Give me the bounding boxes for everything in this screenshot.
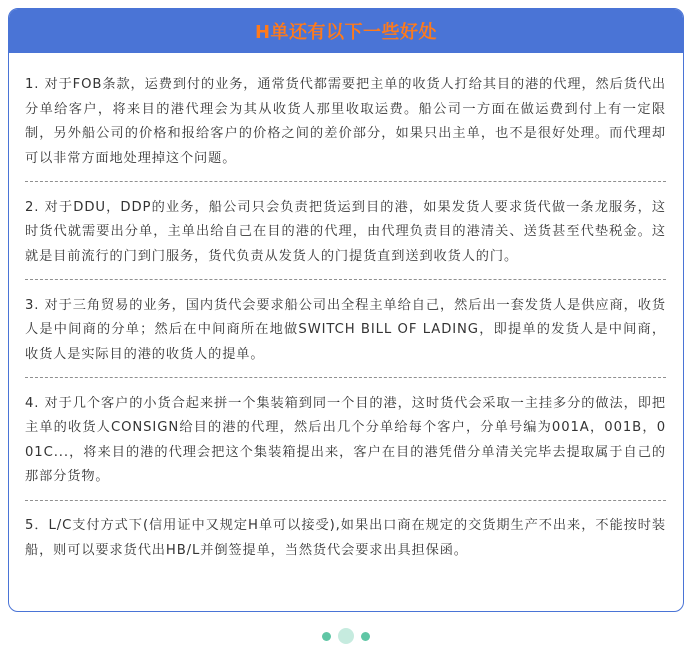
page-title: H单还有以下一些好处 xyxy=(254,22,438,43)
decorative-dot-icon xyxy=(338,628,354,644)
card-body xyxy=(9,53,683,573)
pagination-dots xyxy=(0,626,692,646)
benefit-paragraph-3: 3. 对于三角贸易的业务，国内货代会要求船公司出全程主单给自己，然后出一套发货人是供应商，收货人是中间商的分单；然后在中间商所在地做SWITCH BILL OF LADING，即提单的发货人是中间商，收货人是实际目的港的收货人的提单。 xyxy=(25,294,666,379)
benefit-paragraph-2: 2. 对于DDU，DDP的业务，船公司只会负责把货运到目的港，如果发货人要求货代做一条龙服务，这时货代就需要出分单，主单出给自己在目的港的代理，由代理负责目的港清关、送货甚至代垫税金。这就是目前流行的门到门服务，货代负责从发货人的门提货直到送到收货人的门。 xyxy=(25,196,666,281)
decorative-dot-icon xyxy=(322,632,331,641)
info-card xyxy=(8,8,684,612)
benefit-paragraph-4: 4. 对于几个客户的小货合起来拼一个集装箱到同一个目的港，这时货代会采取一主挂多分的做法，即把主单的收货人CONSIGN给目的港的代理，然后出几个分单给每个客户，分单号编为001A，001B，001C...，将来目的港的代理会把这个集装箱提出来，客户在目的港凭借分单清关完毕去提取属于自己的那部分货物。 xyxy=(25,392,666,501)
benefit-paragraph-1: 1. 对于FOB条款，运费到付的业务，通常货代都需要把主单的收货人打给其目的港的代理，然后货代出分单给客户，将来目的港代理会为其从收货人那里收取运费。船公司一方面在做运费到付上有一定限制，另外船公司的价格和报给客户的价格之间的差价部分，如果只出主单，也不是很好处理。而代理却可以非常方面地处理掉这个问题。 xyxy=(25,73,666,182)
decorative-dot-icon xyxy=(361,632,370,641)
benefit-paragraph-5: 5．L/C支付方式下(信用证中又规定H单可以接受),如果出口商在规定的交货期生产不出来，不能按时装船，则可以要求货代出HB/L并倒签提单，当然货代会要求出具担保函。 xyxy=(25,518,666,558)
card-header xyxy=(9,9,683,53)
